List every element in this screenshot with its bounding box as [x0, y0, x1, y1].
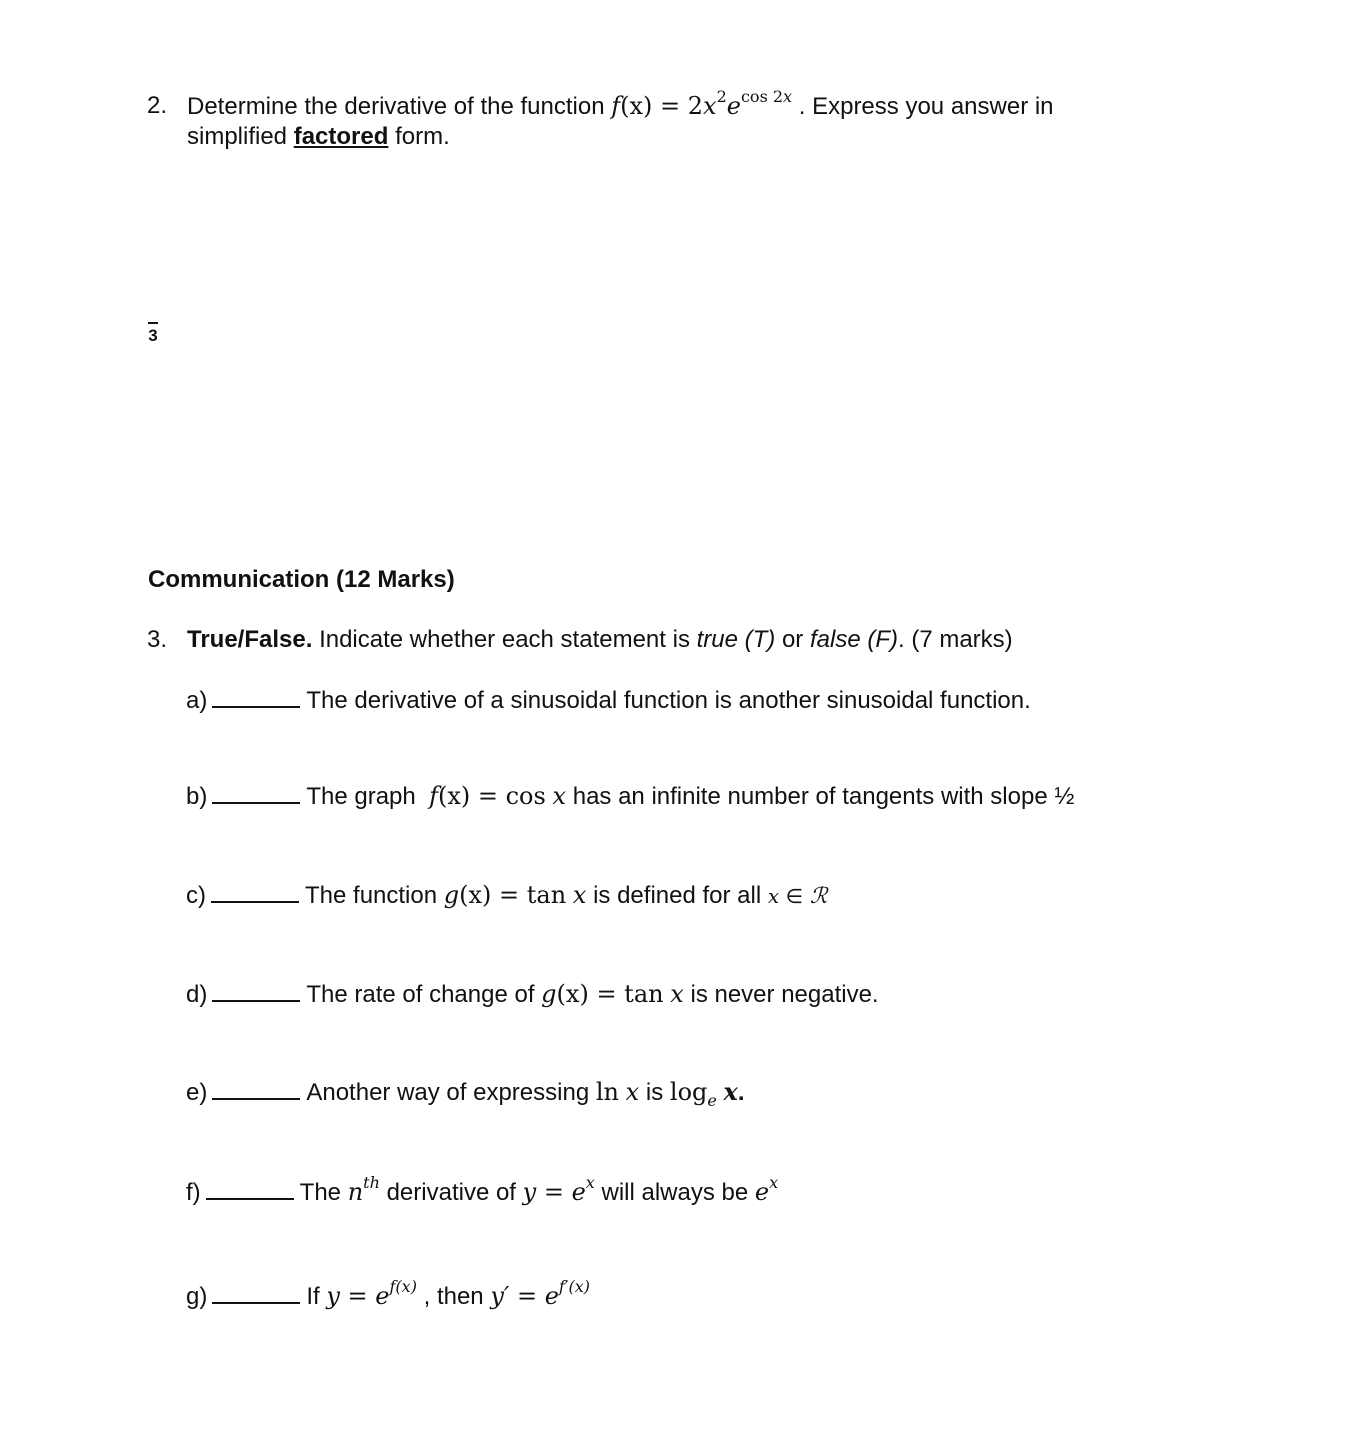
item-e-dot: .: [737, 1079, 745, 1106]
q3-or-text: or: [781, 626, 804, 653]
item-c-in: ∈: [785, 884, 804, 908]
item-f-n: n: [347, 1178, 364, 1206]
q2-number: 2.: [147, 92, 168, 119]
q2-text-c: simplified: [187, 123, 288, 150]
item-c-answer-blank[interactable]: [211, 883, 299, 903]
q2-text-a: Determine the derivative of the function: [187, 93, 605, 120]
item-f-eq: =: [536, 1178, 572, 1206]
item-b-answer-blank[interactable]: [212, 784, 300, 804]
section-title: Communication (12 Marks): [148, 566, 455, 593]
item-g-sup2: f′(x): [558, 1277, 590, 1296]
item-e-pre: Another way of expressing: [306, 1079, 590, 1106]
item-f-label: f): [186, 1179, 201, 1206]
item-g-answer-blank[interactable]: [212, 1284, 300, 1304]
item-b-eq: = cos: [470, 782, 546, 810]
item-b-post: has an infinite number of tangents with slope ½: [572, 783, 1075, 810]
item-g: [186, 1277, 590, 1314]
item-e-sub-e: e: [707, 1091, 717, 1110]
item-a-answer-blank[interactable]: [212, 688, 300, 708]
item-b-pre: The graph: [306, 783, 416, 810]
item-g-then: , then: [423, 1283, 484, 1310]
item-b-x: x: [552, 782, 567, 810]
item-g-eq: =: [339, 1282, 376, 1310]
item-c-arg: (x): [459, 881, 492, 909]
item-f-answer-blank[interactable]: [206, 1180, 294, 1200]
item-f: [186, 1173, 779, 1210]
q2-exp-x: x: [783, 87, 793, 106]
item-f-th: th: [363, 1173, 380, 1192]
q2-func-name: f: [611, 92, 621, 120]
q2-equals: = 2: [652, 92, 704, 120]
item-g-sup: f(x): [389, 1277, 417, 1296]
item-a-label: a): [186, 687, 208, 714]
item-c-g: g: [443, 881, 460, 909]
item-f-supx2: x: [769, 1173, 779, 1192]
q3-text-a: Indicate whether each statement is: [319, 626, 690, 653]
q2-var-x: x: [703, 92, 717, 120]
item-g-y2: y′: [490, 1282, 510, 1310]
item-c-label: c): [186, 882, 206, 909]
item-c-R: ℛ: [809, 884, 828, 909]
item-c-x: x: [572, 881, 587, 909]
item-f-pre: The: [299, 1179, 342, 1206]
item-b-f: f: [429, 782, 438, 810]
item-b-label: b): [186, 783, 208, 810]
item-f-e: e: [571, 1178, 586, 1206]
item-d-x: x: [670, 980, 684, 1008]
item-e-x: x: [625, 1078, 640, 1106]
item-e-log: log: [669, 1078, 708, 1106]
item-c-pre: The function: [305, 882, 438, 909]
item-d-label: d): [186, 981, 208, 1008]
q2-line2: [187, 122, 450, 152]
q2-base-e: e: [726, 92, 741, 120]
item-b-arg: (x): [437, 782, 471, 810]
q2-func-arg: (x): [620, 92, 653, 120]
item-d-answer-blank[interactable]: [212, 982, 300, 1002]
q3-number: 3.: [147, 626, 168, 653]
item-e-ln: ln: [595, 1078, 619, 1106]
q2-function: [611, 87, 799, 120]
item-e-x2: x: [723, 1077, 738, 1106]
item-c-mid: is defined for all: [593, 882, 762, 909]
item-d-post: is never negative.: [690, 981, 879, 1008]
item-d-arg: (x): [556, 980, 589, 1008]
item-e-label: e): [186, 1079, 208, 1106]
item-d-pre: The rate of change of: [306, 981, 535, 1008]
item-b: [186, 781, 1074, 812]
item-g-e: e: [375, 1282, 390, 1310]
item-c: [186, 880, 827, 912]
q3-marks: . (7 marks): [897, 626, 1013, 653]
q2-text-d: form.: [395, 123, 450, 150]
item-d: [186, 979, 879, 1010]
item-f-y: y: [522, 1178, 537, 1206]
item-d-g: g: [541, 980, 557, 1008]
item-f-post: will always be: [601, 1179, 749, 1206]
item-g-e2: e: [544, 1282, 559, 1310]
q3-false-text: false (F): [809, 626, 898, 653]
q2-line1: [187, 87, 1054, 124]
item-f-supx: x: [585, 1173, 595, 1192]
item-e: [186, 1077, 745, 1110]
item-g-label: g): [186, 1283, 208, 1310]
item-e-is: is: [645, 1079, 664, 1106]
item-f-mid: derivative of: [386, 1179, 516, 1206]
item-g-pre: If: [306, 1283, 320, 1310]
item-c-x2: x: [767, 884, 780, 908]
item-c-eq: = tan: [491, 881, 567, 909]
item-g-y: y: [326, 1282, 340, 1310]
item-g-eq2: =: [509, 1282, 545, 1310]
item-e-answer-blank[interactable]: [212, 1080, 300, 1100]
q3-bold-label: True/False.: [187, 626, 313, 653]
side-mark-bar: [148, 322, 158, 324]
q2-factored: factored: [293, 123, 389, 150]
item-a-text: The derivative of a sinusoidal function is another sinusoidal function.: [306, 687, 1031, 714]
q2-exp-two: 2: [716, 87, 727, 106]
q3-true-text: true (T): [696, 626, 776, 653]
item-a: [186, 686, 1031, 716]
q2-text-b: . Express you answer in: [798, 93, 1054, 120]
q3-instructions: [187, 625, 1013, 655]
side-mark-value: 3: [148, 326, 158, 345]
item-d-eq: = tan: [588, 980, 664, 1008]
side-mark: [146, 322, 160, 346]
item-f-e2: e: [754, 1178, 770, 1206]
q2-exp-cos: cos 2: [740, 87, 784, 106]
